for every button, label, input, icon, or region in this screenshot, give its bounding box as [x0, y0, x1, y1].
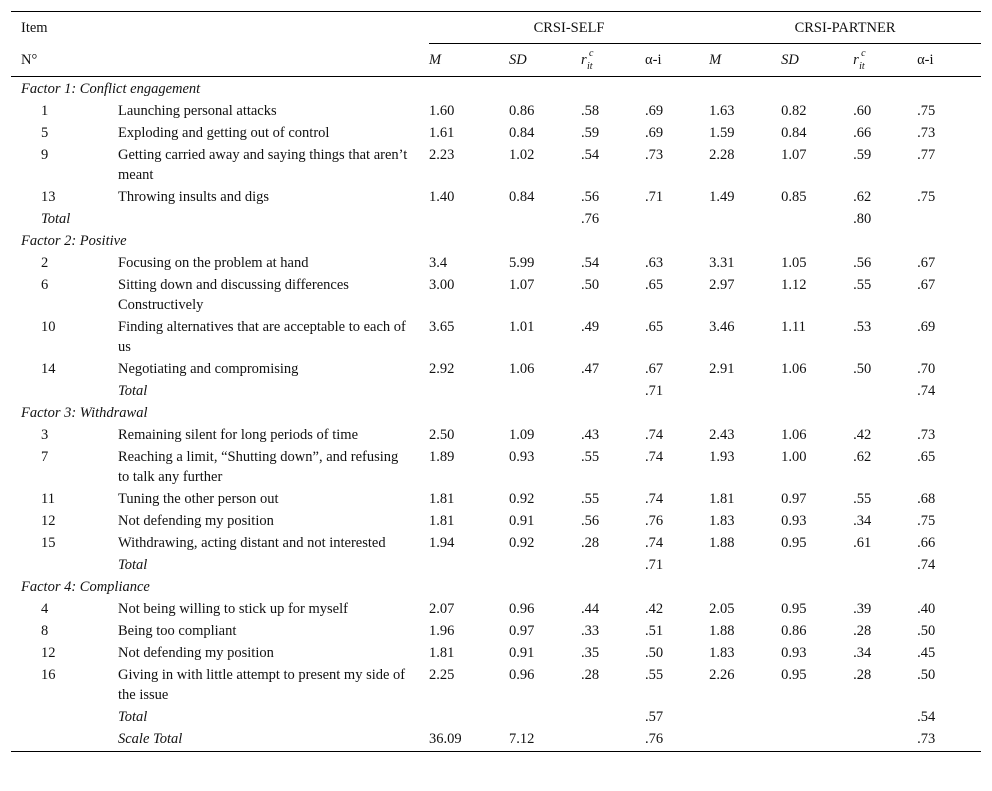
- self-sd: 0.91: [509, 645, 535, 661]
- factor-total-row: [11, 379, 981, 401]
- scale-total-partner-alpha: .73: [917, 727, 981, 751]
- partner-sd: 1.12: [781, 277, 807, 293]
- item-number: 4: [41, 601, 49, 617]
- item-number: 7: [41, 449, 49, 465]
- partner-m: 1.83: [709, 513, 735, 529]
- crsi-self-header: CRSI-SELF: [429, 12, 709, 44]
- partner-m: 1.49: [709, 189, 735, 205]
- item-number: 2: [41, 255, 49, 271]
- self-m-header: M: [429, 44, 509, 77]
- self-r: .33: [581, 623, 600, 639]
- partner-sd: 0.97: [781, 491, 807, 507]
- self-sd: 5.99: [509, 255, 535, 271]
- factor-title: Factor 2: Positive: [21, 233, 127, 249]
- self-sd: 0.96: [509, 667, 535, 683]
- partner-m-header: M: [709, 44, 781, 77]
- partner-total-r: .80: [853, 211, 872, 227]
- partner-m: 1.81: [709, 491, 735, 507]
- self-r: .54: [581, 147, 600, 163]
- self-alpha: .74: [645, 491, 664, 507]
- item-label: Launching personal attacks: [118, 103, 277, 119]
- item-number: 6: [41, 277, 49, 293]
- self-r: .55: [581, 449, 600, 465]
- self-r: .55: [581, 491, 600, 507]
- self-sd: 0.96: [509, 601, 535, 617]
- self-r: .54: [581, 255, 600, 271]
- partner-alpha: .66: [917, 535, 936, 551]
- table-container: [11, 11, 981, 752]
- partner-m: 1.93: [709, 449, 735, 465]
- partner-r: .50: [853, 361, 872, 377]
- partner-sd: 0.93: [781, 645, 807, 661]
- partner-sd: 0.86: [781, 623, 807, 639]
- factor-title-row: [11, 575, 981, 597]
- partner-m: 1.83: [709, 645, 735, 661]
- partner-alpha: .65: [917, 449, 936, 465]
- self-m: 1.61: [429, 125, 455, 141]
- partner-m: 3.46: [709, 319, 735, 335]
- partner-m: 1.59: [709, 125, 735, 141]
- crsi-table: [11, 11, 981, 752]
- partner-r: .39: [853, 601, 872, 617]
- self-m: 3.00: [429, 277, 455, 293]
- table-row: [11, 509, 981, 531]
- self-sd: 0.86: [509, 103, 535, 119]
- self-m: 2.92: [429, 361, 455, 377]
- factor-title: Factor 3: Withdrawal: [21, 405, 148, 421]
- item-number: 12: [41, 513, 56, 529]
- partner-sd: 0.95: [781, 601, 807, 617]
- item-label: Being too compliant: [118, 623, 237, 639]
- self-m: 3.4: [429, 255, 448, 271]
- partner-m: 3.31: [709, 255, 735, 271]
- partner-total-alpha: .74: [917, 557, 936, 573]
- self-alpha-header: α-i: [645, 44, 709, 77]
- partner-m: 1.88: [709, 623, 735, 639]
- self-m: 2.25: [429, 667, 455, 683]
- table-row: [11, 619, 981, 641]
- item-header: Item: [11, 12, 429, 44]
- partner-r: .66: [853, 125, 872, 141]
- self-r-header: r c it: [581, 44, 645, 77]
- partner-r: .62: [853, 189, 872, 205]
- partner-m: 1.88: [709, 535, 735, 551]
- factor-3-section: [11, 401, 981, 575]
- partner-m: 2.26: [709, 667, 735, 683]
- partner-sd: 1.07: [781, 147, 807, 163]
- partner-alpha-header: α-i: [917, 44, 981, 77]
- self-m: 2.50: [429, 427, 455, 443]
- scale-total-self-m: 36.09: [429, 727, 509, 751]
- self-total-alpha: .71: [645, 557, 664, 573]
- number-header: N°: [11, 44, 429, 77]
- header-row-2: [11, 44, 981, 77]
- crsi-partner-header: CRSI-PARTNER: [709, 12, 981, 44]
- partner-alpha: .75: [917, 189, 936, 205]
- partner-alpha: .50: [917, 667, 936, 683]
- self-alpha: .69: [645, 103, 664, 119]
- partner-r: .55: [853, 277, 872, 293]
- self-r: .43: [581, 427, 600, 443]
- item-number: 5: [41, 125, 49, 141]
- self-alpha: .67: [645, 361, 664, 377]
- table-row: [11, 487, 981, 509]
- item-label: Exploding and getting out of control: [118, 125, 330, 141]
- self-m: 2.23: [429, 147, 455, 163]
- self-m: 2.07: [429, 601, 455, 617]
- table-row: [11, 99, 981, 121]
- self-r: .49: [581, 319, 600, 335]
- factor-total-row: [11, 705, 981, 727]
- table-row: [11, 423, 981, 445]
- self-r: .44: [581, 601, 600, 617]
- item-number: 13: [41, 189, 56, 205]
- table-row: [11, 663, 981, 705]
- partner-total-alpha: .54: [917, 709, 936, 725]
- self-alpha: .74: [645, 427, 664, 443]
- item-label: Focusing on the problem at hand: [118, 255, 309, 271]
- partner-r: .53: [853, 319, 872, 335]
- factor-title: Factor 4: Compliance: [21, 579, 150, 595]
- partner-sd: 0.93: [781, 513, 807, 529]
- partner-r-header: r c it: [853, 44, 917, 77]
- partner-sd: 0.85: [781, 189, 807, 205]
- self-m: 1.89: [429, 449, 455, 465]
- item-label: Throwing insults and digs: [118, 189, 270, 205]
- total-label: Total: [118, 709, 148, 725]
- partner-m: 2.43: [709, 427, 735, 443]
- partner-alpha: .40: [917, 601, 936, 617]
- self-r: .56: [581, 513, 600, 529]
- partner-r: .28: [853, 623, 872, 639]
- item-number: 12: [41, 645, 56, 661]
- self-alpha: .74: [645, 535, 664, 551]
- scale-total-self-sd: 7.12: [509, 727, 581, 751]
- self-r: .35: [581, 645, 600, 661]
- self-r: .59: [581, 125, 600, 141]
- self-alpha: .51: [645, 623, 664, 639]
- item-label: Withdrawing, acting distant and not interested: [118, 535, 386, 551]
- self-sd: 0.84: [509, 125, 535, 141]
- header-row-1: [11, 12, 981, 44]
- partner-alpha: .75: [917, 103, 936, 119]
- item-label: Tuning the other person out: [118, 491, 279, 507]
- factor-title: Factor 1: Conflict engagement: [21, 81, 201, 97]
- partner-sd: 0.95: [781, 535, 807, 551]
- partner-alpha: .50: [917, 623, 936, 639]
- self-sd: 0.84: [509, 189, 535, 205]
- partner-m: 2.28: [709, 147, 735, 163]
- self-m: 3.65: [429, 319, 455, 335]
- self-sd: 0.91: [509, 513, 535, 529]
- self-r: .58: [581, 103, 600, 119]
- self-m: 1.81: [429, 513, 455, 529]
- partner-alpha: .73: [917, 125, 936, 141]
- self-m: 1.40: [429, 189, 455, 205]
- item-label: Giving in with little attempt to present my side of the issue: [118, 667, 406, 703]
- partner-sd: 1.05: [781, 255, 807, 271]
- partner-r: .42: [853, 427, 872, 443]
- self-alpha: .69: [645, 125, 664, 141]
- total-label: Total: [118, 383, 148, 399]
- self-m: 1.96: [429, 623, 455, 639]
- table-row: [11, 143, 981, 185]
- scale-total-row: [11, 727, 981, 751]
- partner-sd: 0.82: [781, 103, 807, 119]
- table-row: [11, 251, 981, 273]
- self-alpha: .73: [645, 147, 664, 163]
- factor-1-section: [11, 77, 981, 230]
- self-r: .50: [581, 277, 600, 293]
- self-alpha: .55: [645, 667, 664, 683]
- self-sd-header: SD: [509, 44, 581, 77]
- partner-alpha: .45: [917, 645, 936, 661]
- partner-r: .55: [853, 491, 872, 507]
- partner-total-alpha: .74: [917, 383, 936, 399]
- item-number: 10: [41, 319, 56, 335]
- partner-sd: 1.06: [781, 361, 807, 377]
- self-total-alpha: .71: [645, 383, 664, 399]
- self-sd: 0.92: [509, 491, 535, 507]
- self-alpha: .71: [645, 189, 664, 205]
- self-alpha: .74: [645, 449, 664, 465]
- partner-alpha: .75: [917, 513, 936, 529]
- factor-2-section: [11, 229, 981, 401]
- partner-alpha: .69: [917, 319, 936, 335]
- self-m: 1.81: [429, 491, 455, 507]
- partner-r: .62: [853, 449, 872, 465]
- table-row: [11, 531, 981, 553]
- item-number: 3: [41, 427, 49, 443]
- partner-r: .34: [853, 645, 872, 661]
- table-row: [11, 185, 981, 207]
- partner-m: 2.91: [709, 361, 735, 377]
- partner-alpha: .67: [917, 277, 936, 293]
- table-row: [11, 597, 981, 619]
- total-label: Total: [41, 211, 71, 227]
- partner-alpha: .67: [917, 255, 936, 271]
- self-total-alpha: .57: [645, 709, 664, 725]
- self-sd: 1.07: [509, 277, 535, 293]
- partner-m: 2.97: [709, 277, 735, 293]
- factor-title-row: [11, 77, 981, 100]
- item-label: Reaching a limit, “Shutting down”, and refusing to talk any further: [118, 449, 399, 485]
- partner-sd: 1.06: [781, 427, 807, 443]
- self-sd: 1.01: [509, 319, 535, 335]
- item-number: 9: [41, 147, 49, 163]
- partner-r: .56: [853, 255, 872, 271]
- table-head: [11, 12, 981, 77]
- self-alpha: .65: [645, 319, 664, 335]
- partner-sd: 1.00: [781, 449, 807, 465]
- partner-r: .61: [853, 535, 872, 551]
- item-label: Finding alternatives that are acceptable to each of us: [118, 319, 406, 355]
- factor-total-row: [11, 553, 981, 575]
- item-label: Sitting down and discussing differences Constructively: [118, 277, 349, 313]
- table-row: [11, 273, 981, 315]
- partner-alpha: .70: [917, 361, 936, 377]
- factor-title-row: [11, 401, 981, 423]
- partner-r: .60: [853, 103, 872, 119]
- self-r: .47: [581, 361, 600, 377]
- partner-alpha: .77: [917, 147, 936, 163]
- partner-m: 2.05: [709, 601, 735, 617]
- total-label: Total: [118, 557, 148, 573]
- item-number: 1: [41, 103, 49, 119]
- item-label: Getting carried away and saying things that aren’t meant: [118, 147, 408, 183]
- self-sd: 1.09: [509, 427, 535, 443]
- table-row: [11, 357, 981, 379]
- self-sd: 1.06: [509, 361, 535, 377]
- table-row: [11, 121, 981, 143]
- self-m: 1.81: [429, 645, 455, 661]
- self-sd: 0.93: [509, 449, 535, 465]
- partner-r: .59: [853, 147, 872, 163]
- item-label: Remaining silent for long periods of time: [118, 427, 359, 443]
- partner-sd-header: SD: [781, 44, 853, 77]
- item-number: 11: [41, 491, 55, 507]
- partner-r: .34: [853, 513, 872, 529]
- item-label: Negotiating and compromising: [118, 361, 299, 377]
- scale-total-self-alpha: .76: [645, 727, 709, 751]
- partner-m: 1.63: [709, 103, 735, 119]
- self-alpha: .76: [645, 513, 664, 529]
- self-m: 1.94: [429, 535, 455, 551]
- partner-alpha: .73: [917, 427, 936, 443]
- item-number: 15: [41, 535, 56, 551]
- table-row: [11, 445, 981, 487]
- self-r: .28: [581, 667, 600, 683]
- self-r: .28: [581, 535, 600, 551]
- item-label: Not being willing to stick up for myself: [118, 601, 348, 617]
- self-alpha: .50: [645, 645, 664, 661]
- self-alpha: .63: [645, 255, 664, 271]
- self-sd: 0.97: [509, 623, 535, 639]
- partner-sd: 0.84: [781, 125, 807, 141]
- factor-4-section: [11, 575, 981, 751]
- self-total-r: .76: [581, 211, 600, 227]
- self-m: 1.60: [429, 103, 455, 119]
- self-sd: 1.02: [509, 147, 535, 163]
- self-alpha: .42: [645, 601, 664, 617]
- item-label: Not defending my position: [118, 645, 274, 661]
- scale-total-label: Scale Total: [118, 727, 429, 751]
- item-number: 14: [41, 361, 56, 377]
- item-label: Not defending my position: [118, 513, 274, 529]
- table-row: [11, 641, 981, 663]
- item-number: 16: [41, 667, 56, 683]
- self-alpha: .65: [645, 277, 664, 293]
- partner-sd: 0.95: [781, 667, 807, 683]
- partner-alpha: .68: [917, 491, 936, 507]
- partner-r: .28: [853, 667, 872, 683]
- item-number: 8: [41, 623, 49, 639]
- factor-title-row: [11, 229, 981, 251]
- self-sd: 0.92: [509, 535, 535, 551]
- partner-sd: 1.11: [781, 319, 806, 335]
- self-r: .56: [581, 189, 600, 205]
- table-row: [11, 315, 981, 357]
- factor-total-row: [11, 207, 981, 229]
